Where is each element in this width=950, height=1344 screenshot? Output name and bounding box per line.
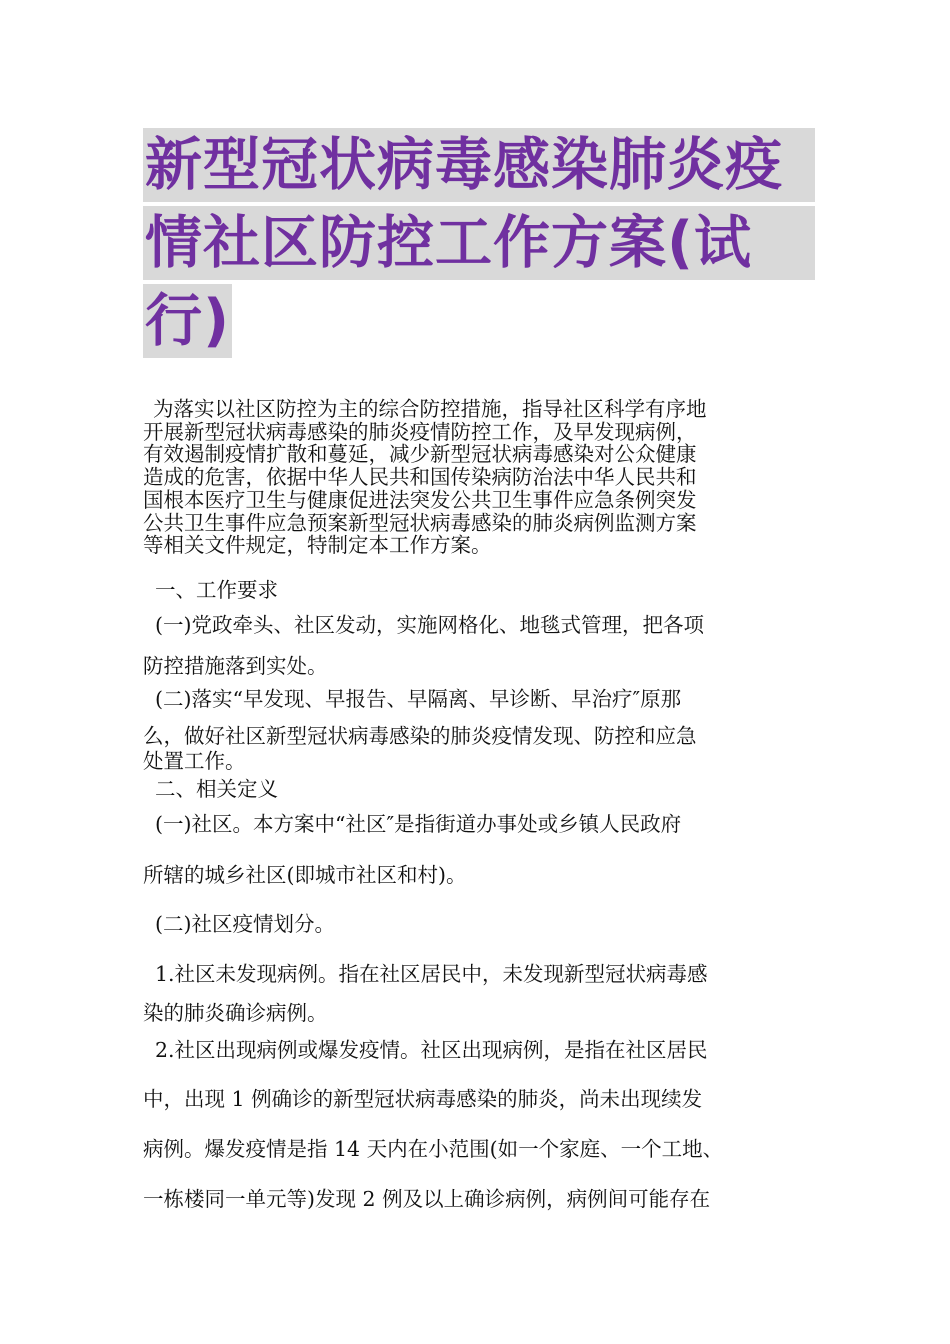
intro-line: 有效遏制疫情扩散和蔓延，减少新型冠状病毒感染对公众健康: [143, 442, 697, 467]
point-1-line-2: 染的肺炎确诊病例。: [143, 1001, 328, 1025]
intro-line: 等相关文件规定，特制定本工作方案。: [143, 533, 492, 558]
point-2-line-2: 中，出现 1 例确诊的新型冠状病毒感染的肺炎，尚未出现续发: [143, 1087, 703, 1111]
requirement-2-line-1: (二)落实“早发现、早报告、早隔离、早诊断、早治疗″原那: [155, 687, 682, 711]
point-2-line-1: 2.社区出现病例或爆发疫情。社区出现病例，是指在社区居民: [155, 1038, 708, 1062]
title-line-3: 行): [143, 284, 232, 358]
section-heading-definitions: 二、相关定义: [155, 777, 278, 801]
intro-line: 造成的危害，依据中华人民共和国传染病防治法中华人民共和: [143, 465, 697, 490]
definition-2: (二)社区疫情划分。: [155, 912, 335, 936]
point-2-line-3: 病例。爆发疫情是指 14 天内在小范围(如一个家庭、一个工地、: [143, 1137, 724, 1161]
intro-line: 国根本医疗卫生与健康促进法突发公共卫生事件应急条例突发: [143, 487, 697, 512]
intro-line: 公共卫生事件应急预案新型冠状病毒感染的肺炎病例监测方案: [143, 510, 697, 535]
document-title: [143, 128, 815, 362]
requirement-2-line-2: 么，做好社区新型冠状病毒感染的肺炎疫情发现、防控和应急: [143, 724, 697, 748]
definition-1-line-1: (一)社区。本方案中“社区″是指街道办事处或乡镇人民政府: [155, 812, 682, 836]
title-line-2: 情社区防控工作方案(试: [143, 206, 815, 280]
intro-paragraph: [143, 398, 813, 557]
title-line-1: 新型冠状病毒感染肺炎疫: [143, 128, 815, 202]
requirement-1-line-2: 防控措施落到实处。: [143, 654, 328, 678]
point-2-line-4: 一栋楼同一单元等)发现 2 例及以上确诊病例，病例间可能存在: [143, 1187, 711, 1211]
requirement-1-line-1: (一)党政牵头、社区发动，实施网格化、地毯式管理，把各项: [155, 613, 704, 637]
intro-line: 开展新型冠状病毒感染的肺炎疫情防控工作，及早发现病例，: [143, 419, 697, 444]
point-1-line-1: 1.社区未发现病例。指在社区居民中，未发现新型冠状病毒感: [155, 962, 708, 986]
intro-line: 为落实以社区防控为主的综合防控措施，指导社区科学有序地: [153, 397, 707, 421]
section-heading-work-requirements: 一、工作要求: [155, 578, 278, 602]
requirement-2-line-3: 处置工作。: [143, 749, 246, 773]
definition-1-line-2: 所辖的城乡社区(即城市社区和村)。: [143, 863, 467, 887]
